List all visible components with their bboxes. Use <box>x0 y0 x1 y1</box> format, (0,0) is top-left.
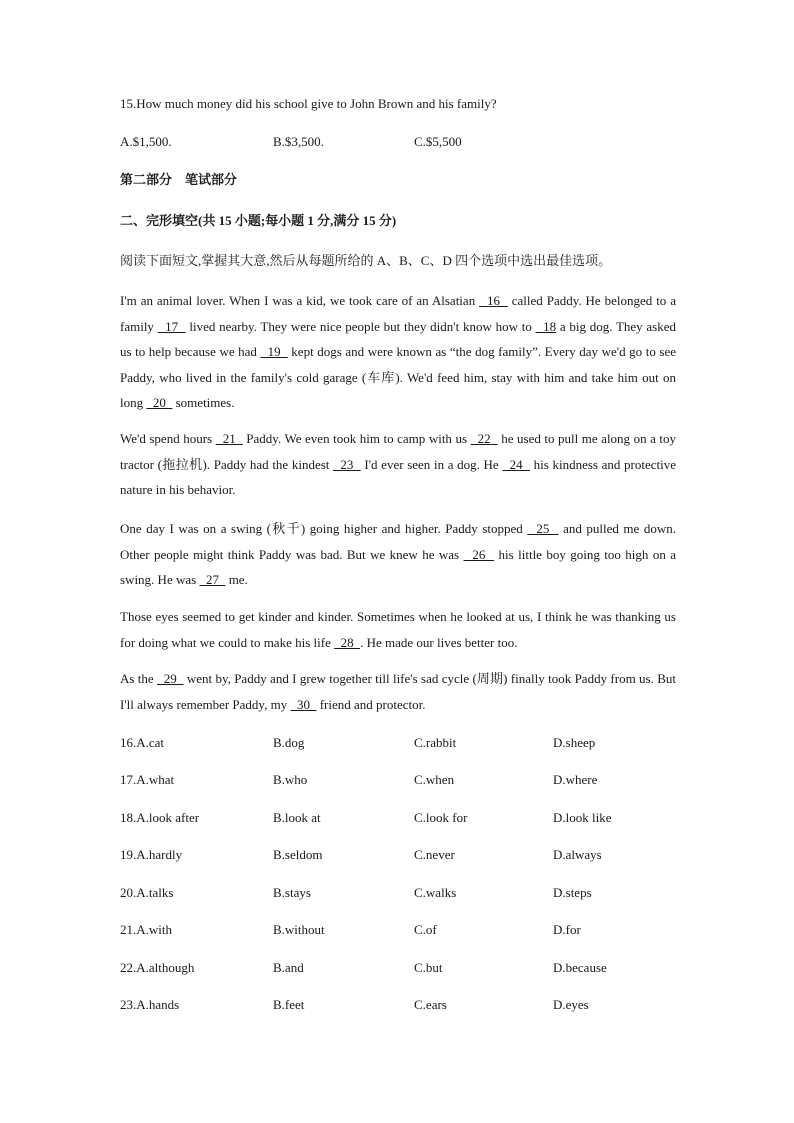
passage-text: Those eyes seemed to get kinder and kinder. Sometimes when he looked at us, I think he was thanking us for doing what we could to make his life <box>120 609 676 650</box>
passage-text: he used to pull me along on a toy tractor (拖拉机). Paddy had the kindest <box>120 431 677 472</box>
question-19-options <box>120 847 676 863</box>
option-a[interactable]: 17.A.what <box>120 772 175 787</box>
blank-23: 23 <box>333 456 361 472</box>
blank-21: 21 <box>215 431 243 446</box>
option-c[interactable]: C.look for <box>414 810 468 825</box>
question-18-options <box>120 810 676 826</box>
blank-27: 27 <box>199 572 226 587</box>
option-d[interactable]: D.eyes <box>553 997 589 1012</box>
passage-paragraph-4 <box>120 604 676 655</box>
passage-text: I'm an animal lover. When I was a kid, we took care of an Alsatian <box>120 293 480 308</box>
option-b[interactable]: B.dog <box>273 735 305 750</box>
question-15-options <box>120 134 676 150</box>
passage-text: and pulled me down. Other people might think Paddy was bad. But we knew he was <box>120 521 676 562</box>
option-c[interactable]: C.of <box>414 922 437 937</box>
blank-30: 30 <box>290 696 317 712</box>
passage-paragraph-2 <box>120 426 676 503</box>
option-a[interactable]: 20.A.talks <box>120 885 174 900</box>
option-b[interactable]: B.$3,500. <box>273 134 324 149</box>
question-15-stem: 15.How much money did his school give to John Brown and his family? <box>120 96 497 111</box>
passage-text: lived nearby. They were nice people but they didn't know how to <box>185 318 536 334</box>
option-d[interactable]: D.always <box>553 847 602 862</box>
question-22-options <box>120 960 676 976</box>
passage-paragraph-5 <box>120 666 676 717</box>
passage-text: As the <box>120 671 158 686</box>
blank-20: 20 <box>146 395 173 410</box>
option-c[interactable]: C.$5,500 <box>414 134 462 149</box>
option-a[interactable]: 22.A.although <box>120 960 195 975</box>
option-b[interactable]: B.feet <box>273 997 305 1012</box>
blank-17: 17 <box>157 318 186 334</box>
passage-text: I'd ever seen in a dog. He <box>360 456 503 472</box>
option-d[interactable]: D.for <box>553 922 581 937</box>
passage-text: One day I was on a swing (秋千) going higher and higher. Paddy stopped <box>120 521 528 536</box>
option-a[interactable]: 23.A.hands <box>120 997 180 1012</box>
option-a[interactable]: 16.A.cat <box>120 735 165 750</box>
passage-text: a big dog. They asked us to help because we had <box>120 318 677 359</box>
option-c[interactable]: C.ears <box>414 997 447 1012</box>
blank-16: 16 <box>479 293 508 308</box>
option-b[interactable]: B.and <box>273 960 304 975</box>
option-a[interactable]: A.$1,500. <box>120 134 172 149</box>
blank-18: 18 <box>535 318 557 334</box>
passage-text: friend and protector. <box>316 696 426 712</box>
option-b[interactable]: B.who <box>273 772 308 787</box>
option-d[interactable]: D.where <box>553 772 598 787</box>
passage-text: his little boy going too high on a swing. He was <box>120 546 676 587</box>
blank-29: 29 <box>157 671 184 686</box>
cloze-instructions: 阅读下面短文,掌握其大意,然后从每题所给的 A、B、C、D 四个选项中选出最佳选项。 <box>120 253 612 268</box>
option-b[interactable]: B.seldom <box>273 847 323 862</box>
option-b[interactable]: B.without <box>273 922 325 937</box>
part-2-title: 第二部分 笔试部分 <box>120 172 238 187</box>
passage-paragraph-3 <box>120 516 676 593</box>
option-c[interactable]: C.but <box>414 960 443 975</box>
blank-24: 24 <box>502 456 530 472</box>
blank-19: 19 <box>260 344 288 359</box>
passage-text: called Paddy. He belonged to a family <box>120 293 676 334</box>
option-d[interactable]: D.because <box>553 960 607 975</box>
passage-text: kept dogs and were known as “the dog family”. Every day we'd go to see Paddy, who lived in the family's cold garage (车库). We'd feed him, stay with him and take him out on long <box>120 344 676 410</box>
option-c[interactable]: C.never <box>414 847 455 862</box>
option-c[interactable]: C.when <box>414 772 455 787</box>
question-17-options <box>120 772 676 788</box>
passage-paragraph-1 <box>120 288 676 416</box>
blank-25: 25 <box>527 521 559 536</box>
option-b[interactable]: B.stays <box>273 885 311 900</box>
question-16-options <box>120 735 676 751</box>
passage-text: me. <box>225 572 248 587</box>
question-23-options <box>120 997 676 1013</box>
passage-text: We'd spend hours <box>120 431 216 446</box>
option-c[interactable]: C.rabbit <box>414 735 457 750</box>
question-20-options <box>120 885 676 901</box>
blank-26: 26 <box>463 546 495 562</box>
option-d[interactable]: D.sheep <box>553 735 596 750</box>
blank-28: 28 <box>334 634 361 650</box>
question-21-options <box>120 922 676 938</box>
passage-text: Paddy. We even took him to camp with us <box>242 431 471 446</box>
option-b[interactable]: B.look at <box>273 810 321 825</box>
option-c[interactable]: C.walks <box>414 885 457 900</box>
passage-text: went by, Paddy and I grew together till life's sad cycle (周期) finally took Paddy from us. But I'll always remember Paddy, my <box>120 671 676 712</box>
option-a[interactable]: 21.A.with <box>120 922 172 937</box>
passage-text: . He made our lives better too. <box>360 634 518 650</box>
section-cloze-title: 二、完形填空(共 15 小题;每小题 1 分,满分 15 分) <box>120 213 397 228</box>
option-d[interactable]: D.look like <box>553 810 612 825</box>
option-a[interactable]: 19.A.hardly <box>120 847 183 862</box>
passage-text: sometimes. <box>172 395 235 410</box>
option-a[interactable]: 18.A.look after <box>120 810 200 825</box>
blank-22: 22 <box>470 431 498 446</box>
passage-text: his kindness and protective nature in his behavior. <box>120 456 677 497</box>
option-d[interactable]: D.steps <box>553 885 592 900</box>
